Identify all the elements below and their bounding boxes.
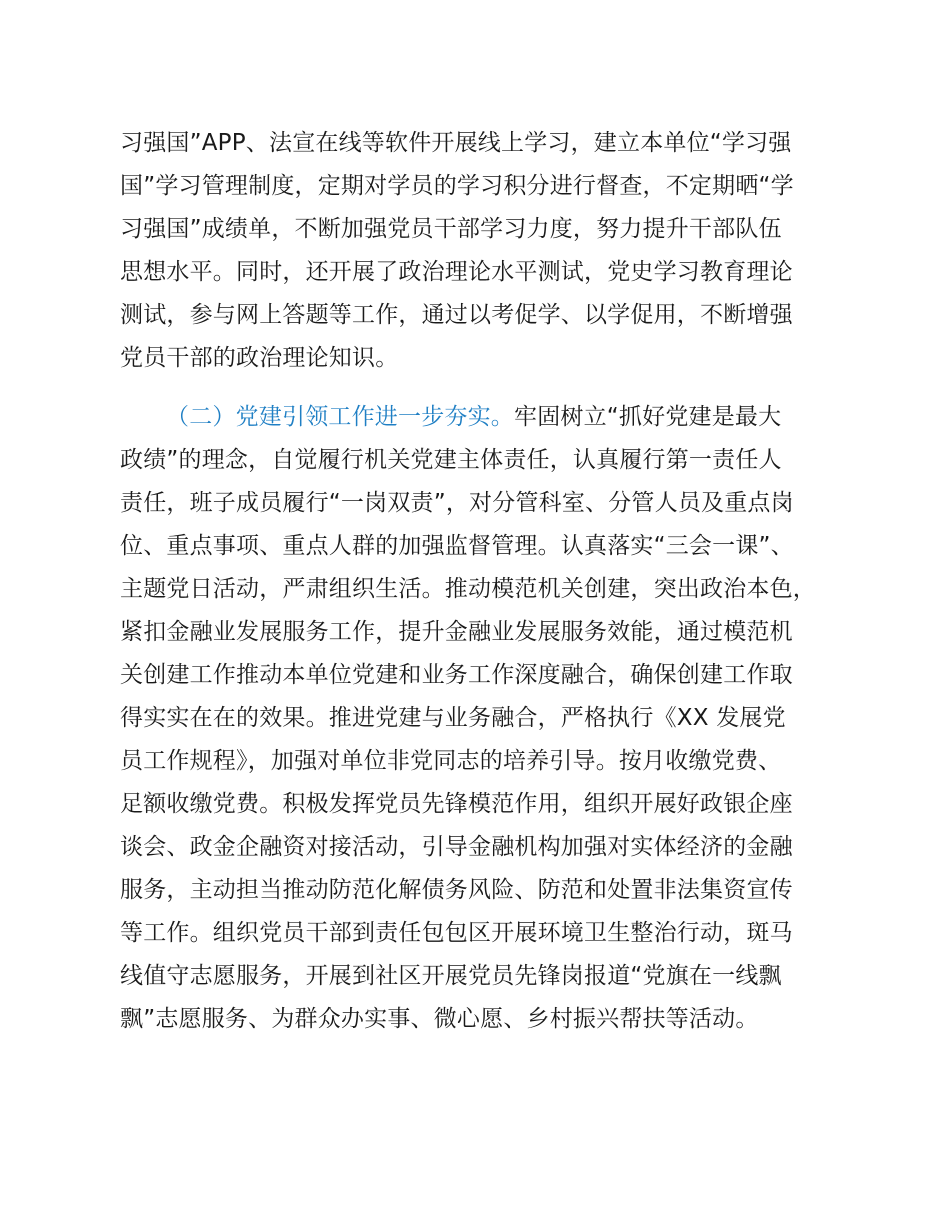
- text-line: 习强国”APP、法宣在线等软件开展线上学习，建立本单位“学习强: [120, 130, 792, 156]
- text-line: 测试，参与网上答题等工作，通过以考促学、以学促用，不断增强: [120, 302, 793, 328]
- paragraph-party-building: [120, 396, 880, 1041]
- text-line: 党员干部的政治理论知识。: [120, 345, 399, 371]
- paragraph-study-platform: [120, 122, 880, 380]
- text-line: 习强国”成绩单，不断加强党员干部学习力度，努力提升干部队伍: [120, 216, 782, 242]
- text-line: 飘”志愿服务、为群众办实事、微心愿、乡村振兴帮扶等活动。: [120, 1006, 759, 1032]
- text-line: 位、重点事项、重点人群的加强监督管理。认真落实“三会一课”、: [120, 533, 794, 559]
- section-first-line: [120, 396, 880, 439]
- section-heading: （二）党建引领工作进一步夯实。: [166, 404, 514, 430]
- section-first-line-text: 牢固树立“抓好党建是最大: [514, 404, 782, 430]
- text-line: 紧扣金融业发展服务工作，提升金融业发展服务效能，通过模范机: [120, 619, 793, 645]
- text-line: 思想水平。同时，还开展了政治理论水平测试，党史学习教育理论: [120, 259, 793, 285]
- text-line: 线值守志愿服务，开展到社区开展党员先锋岗报道“党旗在一线飘: [120, 963, 782, 989]
- text-line: 谈会、政金企融资对接活动，引导金融机构加强对实体经济的金融: [120, 834, 793, 860]
- text-line: 责任，班子成员履行“一岗双责”，对分管科室、分管人员及重点岗: [120, 490, 794, 516]
- text-line: 得实实在在的效果。推进党建与业务融合，严格执行《XX 发展党: [120, 705, 786, 731]
- text-line: 主题党日活动，严肃组织生活。推动模范机关创建，突出政治本色，: [120, 576, 816, 602]
- text-line: 服务，主动担当推动防范化解债务风险、防范和处置非法集资宣传: [120, 877, 793, 903]
- text-line: 等工作。组织党员干部到责任包包区开展环境卫生整治行动，斑马: [120, 920, 793, 946]
- text-line: 员工作规程》，加强对单位非党同志的培养引导。按月收缴党费、: [120, 748, 782, 774]
- text-line: 政绩”的理念，自觉履行机关党建主体责任，认真履行第一责任人: [120, 447, 782, 473]
- text-line: 关创建工作推动本单位党建和业务工作深度融合，确保创建工作取: [120, 662, 793, 688]
- text-line: 国”学习管理制度，定期对学员的学习积分进行督查，不定期晒“学: [120, 173, 794, 199]
- text-line: 足额收缴党费。积极发挥党员先锋模范作用，组织开展好政银企座: [120, 791, 793, 817]
